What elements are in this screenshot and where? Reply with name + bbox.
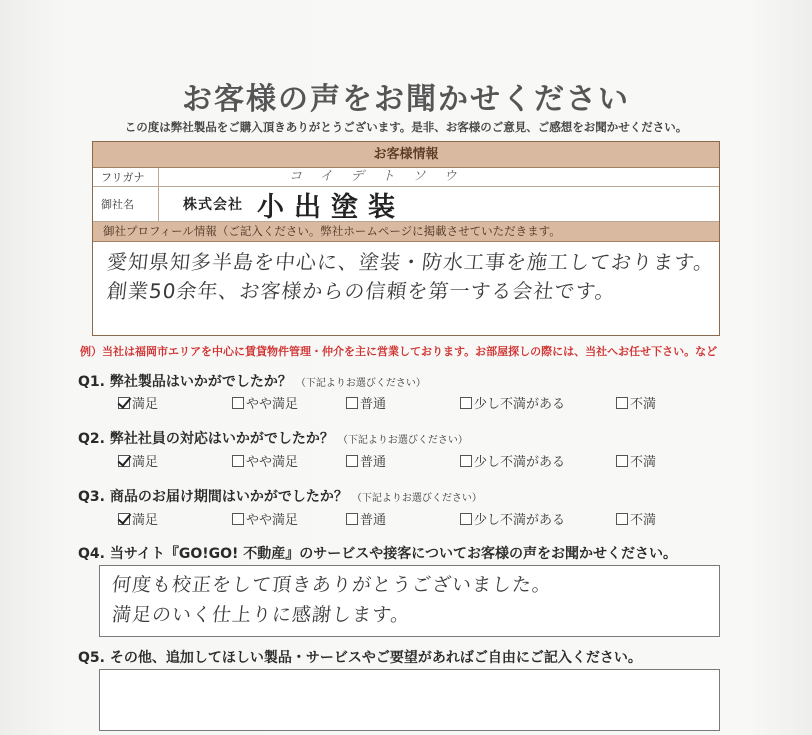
checkbox[interactable] — [346, 455, 358, 467]
option-label: 普通 — [360, 397, 387, 412]
example-note: 例）当社は福岡市エリアを中心に賃貸物件管理・仲介を主に営業しております。お部屋探しの際には、当社へお任せ下さい。など — [80, 345, 718, 358]
option-label: 満足 — [132, 513, 159, 528]
question-4-label: Q4. 当サイト『GO!GO! 不動産』のサービスや接客についてお客様の声をお聞かせください。 — [78, 546, 678, 562]
furigana-field[interactable]: コイデトソウ — [289, 169, 475, 184]
customer-info-box — [92, 141, 720, 336]
option-label: 少し不満がある — [474, 397, 566, 412]
checkbox[interactable] — [232, 455, 244, 467]
company-name: 小出塗装 — [257, 191, 405, 223]
q1-option-satisfied[interactable] — [118, 393, 232, 412]
q3-option-neutral[interactable] — [346, 509, 460, 528]
q4-answer-field[interactable] — [99, 565, 720, 637]
checkbox[interactable] — [232, 513, 244, 525]
option-label: やや満足 — [246, 455, 299, 470]
q1-option-somewhat-dissatisfied[interactable] — [460, 393, 616, 412]
checkbox[interactable] — [616, 455, 628, 467]
question-2 — [78, 428, 468, 448]
company-field[interactable] — [159, 187, 719, 221]
profile-line: 創業50余年、お客様からの信頼を第一する会社です。 — [105, 279, 618, 303]
checkbox-checked[interactable] — [118, 397, 130, 409]
q3-option-satisfied[interactable] — [118, 509, 232, 528]
q2-option-dissatisfied[interactable] — [616, 451, 656, 470]
q2-option-neutral[interactable] — [346, 451, 460, 470]
q4-answer-line: 満足のいく仕上りに感謝します。 — [110, 604, 412, 626]
question-3-note: （下記よりお選びください） — [351, 493, 482, 504]
option-label: 少し不満がある — [474, 455, 566, 470]
checkbox[interactable] — [616, 397, 628, 409]
q3-option-somewhat-satisfied[interactable] — [232, 509, 346, 528]
question-2-note: （下記よりお選びください） — [337, 435, 468, 446]
checkbox-checked[interactable] — [118, 513, 130, 525]
option-label: 不満 — [630, 513, 657, 528]
question-1-options — [118, 393, 656, 412]
option-label: 普通 — [360, 513, 387, 528]
company-label: 御社名 — [93, 187, 159, 221]
q1-option-neutral[interactable] — [346, 393, 460, 412]
checkbox-checked[interactable] — [118, 455, 130, 467]
question-1-label: Q1. 弊社製品はいかがでしたか？ — [78, 374, 292, 390]
checkbox[interactable] — [346, 513, 358, 525]
question-2-label: Q2. 弊社社員の対応はいかがでしたか？ — [78, 431, 334, 447]
option-label: 満足 — [132, 455, 159, 470]
profile-header: 御社プロフィール情報（ご記入ください。弊社ホームページに掲載させていただきます。 — [93, 222, 719, 242]
checkbox[interactable] — [232, 397, 244, 409]
page-subtitle: この度は弊社製品をご購入頂きありがとうございます。是非、お客様のご意見、ご感想をお聞かせください。 — [124, 120, 688, 134]
question-2-options — [118, 451, 656, 470]
q2-option-satisfied[interactable] — [118, 451, 232, 470]
page-title: お客様の声をお聞かせください — [182, 82, 630, 117]
q1-option-dissatisfied[interactable] — [616, 393, 656, 412]
question-3-label: Q3. 商品のお届け期間はいかがでしたか？ — [78, 489, 348, 505]
furigana-label: フリガナ — [93, 168, 159, 186]
q5-answer-field[interactable] — [99, 669, 720, 731]
option-label: 少し不満がある — [474, 513, 566, 528]
profile-field[interactable] — [93, 242, 719, 312]
company-row — [93, 187, 719, 222]
checkbox[interactable] — [460, 397, 472, 409]
option-label: 満足 — [132, 397, 159, 412]
checkbox[interactable] — [460, 455, 472, 467]
option-label: 不満 — [630, 397, 657, 412]
option-label: やや満足 — [246, 397, 299, 412]
question-5-label: Q5. その他、追加してほしい製品・サービスやご要望があればご自由にご記入ください。 — [78, 650, 642, 666]
q1-option-somewhat-satisfied[interactable] — [232, 393, 346, 412]
option-label: 不満 — [630, 455, 657, 470]
question-3-options — [118, 509, 656, 528]
question-3 — [78, 486, 482, 506]
checkbox[interactable] — [460, 513, 472, 525]
company-prefix: 株式会社 — [183, 197, 243, 213]
option-label: 普通 — [360, 455, 387, 470]
customer-info-header: お客様情報 — [93, 142, 719, 168]
checkbox[interactable] — [616, 513, 628, 525]
question-1-note: （下記よりお選びください） — [295, 378, 426, 389]
q3-option-dissatisfied[interactable] — [616, 509, 656, 528]
furigana-row — [93, 168, 719, 187]
profile-line: 愛知県知多半島を中心に、塗装・防水工事を施工しております。 — [105, 250, 716, 274]
option-label: やや満足 — [246, 513, 299, 528]
q2-option-somewhat-dissatisfied[interactable] — [460, 451, 616, 470]
q4-answer-line: 何度も校正をして頂きありがとうございました。 — [110, 574, 554, 596]
question-1 — [78, 371, 426, 391]
checkbox[interactable] — [346, 397, 358, 409]
q3-option-somewhat-dissatisfied[interactable] — [460, 509, 616, 528]
q2-option-somewhat-satisfied[interactable] — [232, 451, 346, 470]
